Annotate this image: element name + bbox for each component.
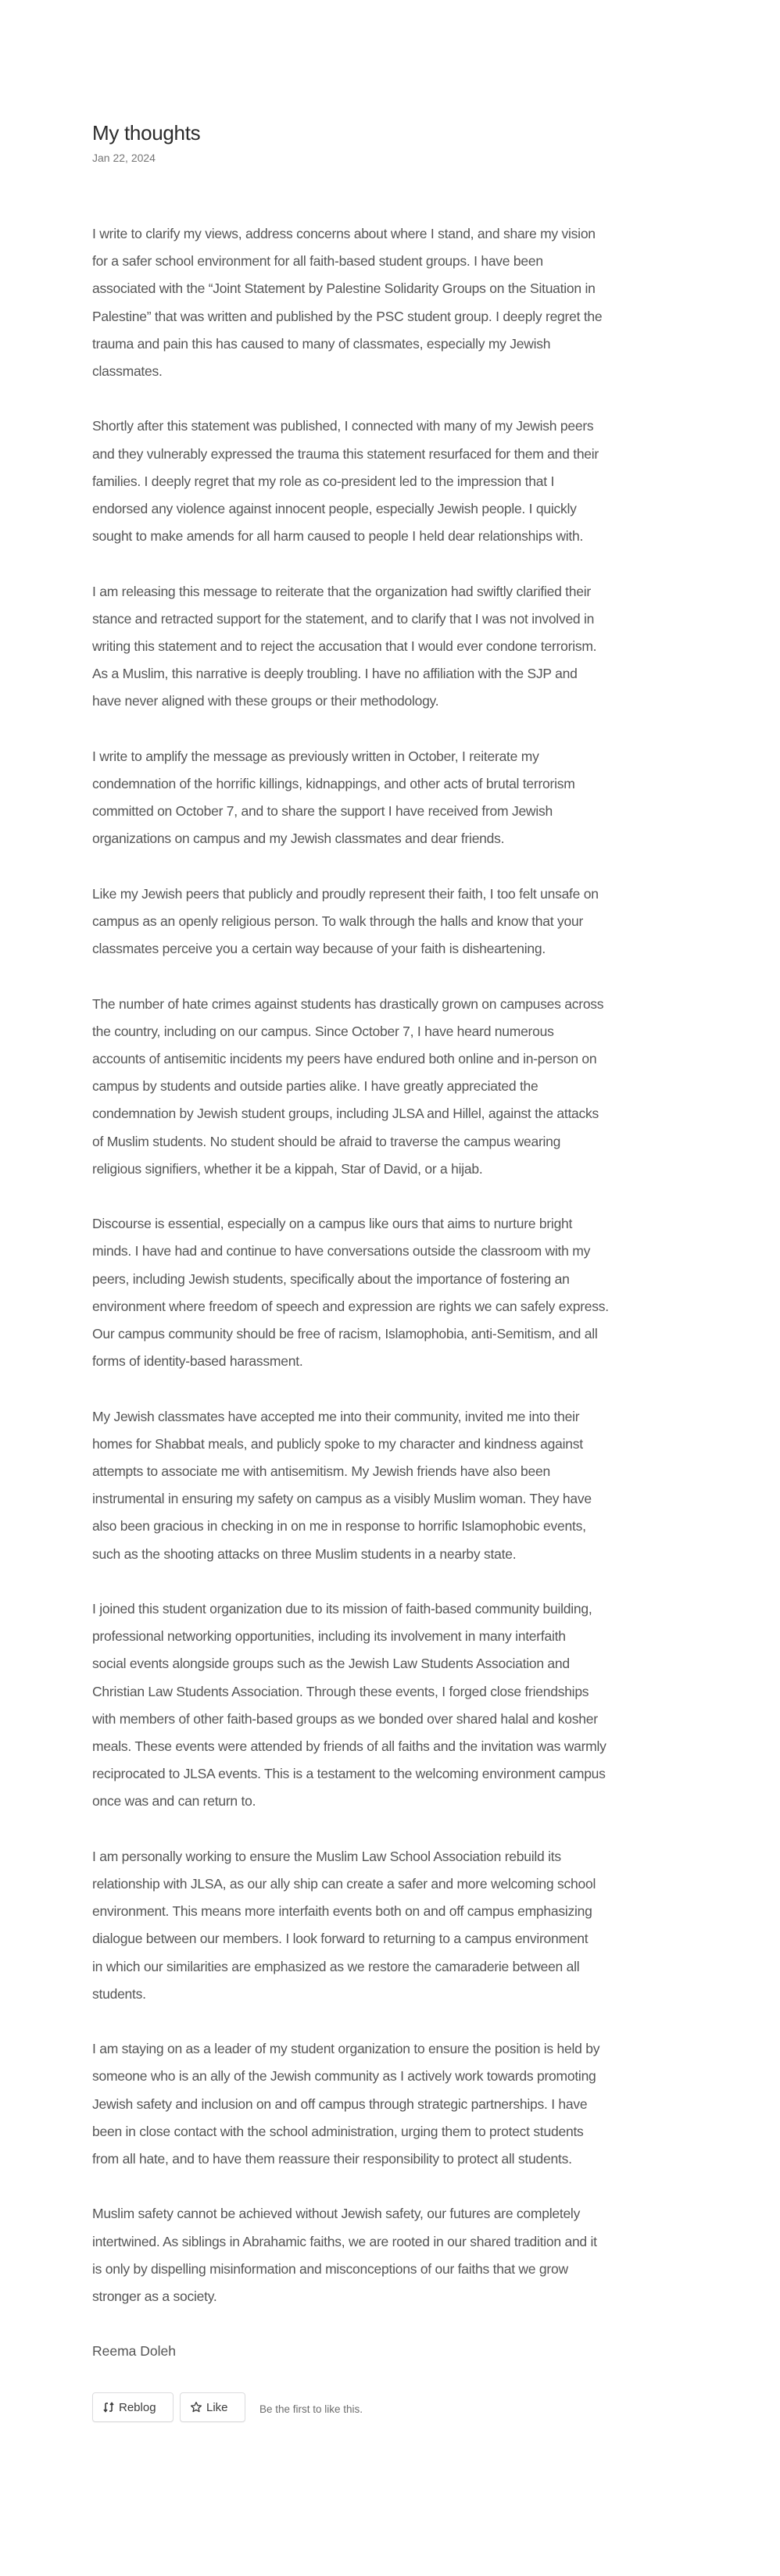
paragraph-line: and they vulnerably expressed the trauma this statement resurfaced for them and their: [92, 445, 599, 462]
post-signature: Reema Doleh: [92, 2343, 176, 2360]
body-paragraph: [92, 991, 702, 1183]
body-paragraph: [92, 220, 702, 385]
paragraph-line: I am releasing this message to reiterate that the organization had swiftly clarified their: [92, 583, 591, 599]
paragraph-line: someone who is an ally of the Jewish community as I actively work towards promoting: [92, 2068, 596, 2085]
body-paragraph: [92, 578, 702, 716]
paragraph-line: peers, including Jewish students, specifically about the importance of fostering an: [92, 1270, 570, 1287]
paragraph-line: committed on October 7, and to share the support I have received from Jewish: [92, 803, 553, 820]
paragraph-line: classmates.: [92, 363, 163, 380]
paragraph-line: campus by students and outside parties alike. I have greatly appreciated the: [92, 1078, 538, 1095]
paragraph-line: accounts of antisemitic incidents my peers have endured both online and in-person on: [92, 1051, 597, 1067]
paragraph-line: endorsed any violence against innocent people, especially Jewish people. I quickly: [92, 501, 577, 517]
star-icon: [190, 2401, 202, 2413]
reblog-button[interactable]: [92, 2392, 174, 2422]
paragraph-line: I joined this student organization due to its mission of faith-based community building,: [92, 1601, 592, 1617]
post-date: Jan 22, 2024: [92, 152, 156, 164]
paragraph-line: environment. This means more interfaith events both on and off campus emphasizing: [92, 1903, 592, 1920]
post-actions: [92, 2392, 363, 2422]
paragraph-line: for a safer school environment for all faith-based student groups. I have been: [92, 253, 543, 270]
paragraph-line: campus as an openly religious person. To walk through the halls and know that your: [92, 913, 584, 930]
reblog-icon: [102, 2401, 115, 2413]
paragraph-line: Shortly after this statement was published, I connected with many of my Jewish peers: [92, 418, 594, 434]
paragraph-line: environment where freedom of speech and expression are rights we can safely express.: [92, 1298, 609, 1314]
paragraph-line: Christian Law Students Association. Through these events, I forged close friendships: [92, 1683, 589, 1699]
paragraph-line: social events alongside groups such as the Jewish Law Students Association and: [92, 1656, 570, 1672]
paragraph-line: Palestine” that was written and published by the PSC student group. I deeply regret the: [92, 308, 603, 324]
body-paragraph: [92, 1403, 702, 1568]
body-paragraph: [92, 881, 702, 963]
paragraph-line: Jewish safety and inclusion on and off campus through strategic partnerships. I have: [92, 2095, 588, 2112]
paragraph-line: writing this statement and to reject the accusation that I would ever condone terrorism.: [92, 638, 597, 655]
paragraph-line: My Jewish classmates have accepted me into their community, invited me into their: [92, 1408, 580, 1424]
paragraph-line: once was and can return to.: [92, 1793, 256, 1810]
paragraph-line: Muslim safety cannot be achieved without Jewish safety, our futures are completely: [92, 2206, 581, 2222]
paragraph-line: of Muslim students. No student should be afraid to traverse the campus wearing: [92, 1133, 561, 1149]
paragraph-line: relationship with JLSA, as our ally ship can create a safer and more welcoming school: [92, 1876, 596, 1892]
paragraph-line: condemnation of the horrific killings, kidnappings, and other acts of brutal terrorism: [92, 776, 575, 792]
body-paragraph: [92, 1595, 702, 1816]
paragraph-line: forms of identity-based harassment.: [92, 1353, 303, 1370]
post-body: [92, 220, 702, 2310]
paragraph-line: families. I deeply regret that my role as co-president led to the impression that I: [92, 473, 555, 489]
paragraph-line: sought to make amends for all harm caused to people I held dear relationships with.: [92, 528, 584, 545]
paragraph-line: stance and retracted support for the statement, and to clarify that I was not involved in: [92, 610, 595, 627]
paragraph-line: Discourse is essential, especially on a campus like ours that aims to nurture bright: [92, 1216, 573, 1232]
paragraph-line: is only by dispelling misinformation and misconceptions of our faiths that we grow: [92, 2260, 568, 2277]
paragraph-line: meals. These events were attended by friends of all faiths and the invitation was warmly: [92, 1738, 606, 1755]
paragraph-line: professional networking opportunities, including its involvement in many interfaith: [92, 1628, 566, 1645]
paragraph-line: The number of hate crimes against students has drastically grown on campuses across: [92, 995, 604, 1012]
paragraph-line: minds. I have had and continue to have conversations outside the classroom with my: [92, 1243, 591, 1259]
paragraph-line: organizations on campus and my Jewish classmates and dear friends.: [92, 831, 505, 847]
like-label: Like: [206, 2400, 228, 2414]
paragraph-line: trauma and pain this has caused to many of classmates, especially my Jewish: [92, 335, 551, 352]
paragraph-line: in which our similarities are emphasized as we restore the camaraderie between all: [92, 1958, 580, 1974]
paragraph-line: associated with the “Joint Statement by Palestine Solidarity Groups on the Situation in: [92, 280, 596, 297]
paragraph-line: homes for Shabbat meals, and publicly spoke to my character and kindness against: [92, 1435, 583, 1452]
paragraph-line: I am personally working to ensure the Muslim Law School Association rebuild its: [92, 1848, 561, 1864]
body-paragraph: [92, 1843, 702, 2008]
paragraph-line: religious signifiers, whether it be a kippah, Star of David, or a hijab.: [92, 1160, 483, 1177]
post-title: My thoughts: [92, 121, 201, 145]
body-paragraph: [92, 743, 702, 853]
paragraph-line: Like my Jewish peers that publicly and proudly represent their faith, I too felt unsafe on: [92, 885, 599, 902]
paragraph-line: have never aligned with these groups or their methodology.: [92, 693, 439, 709]
paragraph-line: such as the shooting attacks on three Muslim students in a nearby state.: [92, 1545, 517, 1562]
reblog-label: Reblog: [119, 2400, 156, 2414]
paragraph-line: condemnation by Jewish student groups, including JLSA and Hillel, against the attacks: [92, 1106, 599, 1122]
paragraph-line: I write to amplify the message as previously written in October, I reiterate my: [92, 748, 539, 764]
body-paragraph: [92, 2035, 702, 2173]
paragraph-line: I write to clarify my views, address concerns about where I stand, and share my vision: [92, 226, 596, 241]
body-paragraph: [92, 413, 702, 550]
paragraph-line: I am staying on as a leader of my student organization to ensure the position is held by: [92, 2041, 600, 2057]
like-button[interactable]: [180, 2392, 245, 2422]
paragraph-line: Our campus community should be free of racism, Islamophobia, anti-Semitism, and all: [92, 1326, 598, 1342]
paragraph-line: reciprocated to JLSA events. This is a testament to the welcoming environment campus: [92, 1766, 606, 1782]
blog-post: [92, 119, 702, 2366]
likes-count-text: Be the first to like this.: [259, 2403, 363, 2415]
body-paragraph: [92, 2200, 702, 2310]
paragraph-line: intertwined. As siblings in Abrahamic faiths, we are rooted in our shared tradition and it: [92, 2233, 597, 2249]
paragraph-line: also been gracious in checking in on me in response to horrific Islamophobic events,: [92, 1518, 586, 1535]
paragraph-line: classmates perceive you a certain way because of your faith is disheartening.: [92, 941, 546, 957]
paragraph-line: the country, including on our campus. Since October 7, I have heard numerous: [92, 1023, 554, 1039]
paragraph-line: students.: [92, 1985, 146, 2002]
body-paragraph: [92, 1210, 702, 1375]
paragraph-line: attempts to associate me with antisemitism. My Jewish friends have also been: [92, 1463, 550, 1480]
paragraph-line: As a Muslim, this narrative is deeply troubling. I have no affiliation with the SJP and: [92, 666, 578, 682]
paragraph-line: instrumental in ensuring my safety on campus as a visibly Muslim woman. They have: [92, 1491, 592, 1507]
paragraph-line: dialogue between our members. I look forward to returning to a campus environment: [92, 1931, 589, 1947]
paragraph-line: with members of other faith-based groups as we bonded over shared halal and kosher: [92, 1710, 598, 1727]
paragraph-line: stronger as a society.: [92, 2288, 217, 2305]
paragraph-line: been in close contact with the school administration, urging them to protect students: [92, 2123, 584, 2139]
paragraph-line: from all hate, and to have them reassure their responsibility to protect all students.: [92, 2151, 572, 2167]
